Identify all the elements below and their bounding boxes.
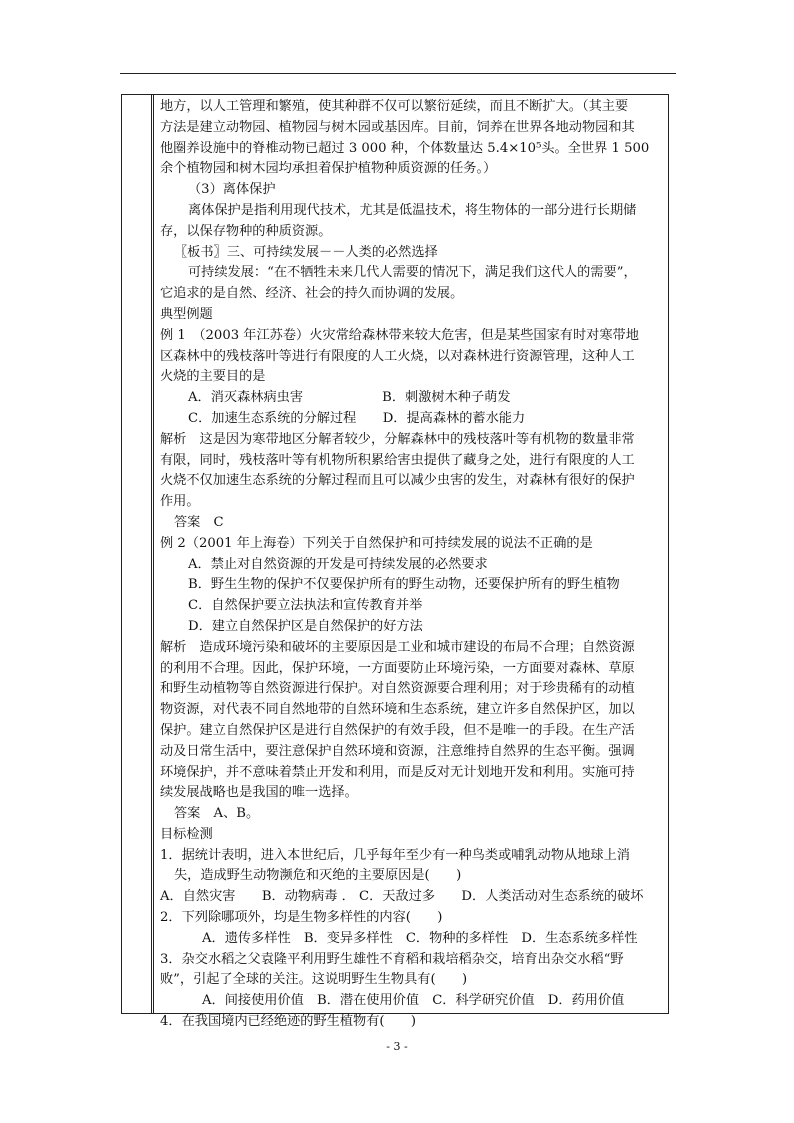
text-line: 地方，以人工管理和繁殖，使其种群不仅可以繁衍延续，而且不断扩大。（其主要 (160, 99, 629, 114)
text-line: 火烧的主要目的是 (160, 369, 266, 385)
text-line: 解析 这是因为寒带地区分解者较少，分解森林中的残枝落叶等有机物的数量非常 (160, 431, 635, 447)
text-line: 方法是建立动物园、植物园与树木园或基因库。目前，饲养在世界各地动物园和其 (160, 119, 635, 135)
text-line: D．建立自然保护区是自然保护的好方法 (188, 618, 423, 634)
text-line: A．消灭森林病虫害 B．刺激树木种子萌发 (188, 390, 511, 406)
text-line: 区森林中的残枝落叶等进行有限度的人工火烧，以对森林进行资源管理，这种人工 (160, 348, 635, 364)
text-line: A．遗传多样性 B．变异多样性 C．物种的多样性 D．生态系统多样性 (202, 930, 638, 946)
text-line: 〖板书〗三、可持续发展－－人类的必然选择 (174, 244, 438, 260)
text-line: 败”，引起了全球的关注。这说明野生生物具有( ) (160, 972, 468, 988)
text-line: A．禁止对自然资源的开发是可持续发展的必然要求 (188, 556, 488, 572)
text-line: 4．在我国境内已经绝迹的野生植物有( ) (160, 1014, 417, 1030)
text-line: 存，以保存物种的种质资源。 (160, 223, 332, 239)
text-line: 1．据统计表明，进入本世纪后，几乎每年至少有一种鸟类或哺乳动物从地球上消 (160, 847, 630, 863)
text-line: B．野生生物的保护不仅要保护所有的野生动物，还要保护所有的野生植物 (188, 577, 620, 593)
text-line: 典型例题 (160, 306, 213, 322)
text-line: 环境保护，并不意味着禁止开发和利用，而是反对无计划地开发和利用。实施可持 (160, 764, 635, 780)
table-column-divider (153, 95, 154, 1013)
text-line: 余个植物园和树木园均承担着保护植物种质资源的任务。） (160, 161, 497, 177)
text-line: 3．杂交水稻之父袁隆平利用野生雄性不育稻和栽培稻杂交，培育出杂交水稻“野 (160, 951, 624, 967)
text-line: 续发展战略也是我国的唯一选择。 (160, 785, 358, 801)
text-line: C．自然保护要立法执法和宣传教育并举 (188, 598, 423, 614)
text-line: 离体保护是指利用现代技术，尤其是低温技术，将生物体的一部分进行长期储 (188, 202, 637, 218)
text-line: 例 1 （2003 年江苏卷）火灾常给森林带来较大危害，但是某些国家有时对寒带地 (160, 327, 639, 343)
text-line: 答案 C (174, 514, 224, 530)
text-line: 作用。 (160, 494, 200, 510)
text-line: 目标检测 (160, 826, 213, 842)
text-line: 和野生动植物等自然资源进行保护。对自然资源要合理利用；对于珍贵稀有的动植 (160, 681, 635, 697)
text-line: 的利用不合理。因此，保护环境，一方面要防止环境污染，一方面要对森林、草原 (160, 660, 635, 676)
text-line: 2．下列除哪项外，均是生物多样性的内容( ) (160, 910, 443, 926)
text-line: 例 2（2001 年上海卷）下列关于自然保护和可持续发展的说法不正确的是 (160, 535, 593, 551)
text-line: 他圈养设施中的脊椎动物已超过 3 000 种，个体数量达 5.4×10⁵头。全世界 1 500 (160, 140, 650, 156)
text-line: 解析 造成环境污染和破坏的主要原因是工业和城市建设的布局不合理；自然资源 (160, 639, 635, 655)
text-line: A．间接使用价值 B．潜在使用价值 C．科学研究价值 D．药用价值 (202, 993, 625, 1009)
text-line: 可持续发展：“在不牺牲未来几代人需要的情况下，满足我们这代人的需要”， (188, 265, 637, 281)
text-line: （3）离体保护 (188, 182, 276, 198)
text-line: 失，造成野生动物濒危和灭绝的主要原因是( ) (174, 868, 462, 884)
text-line: 它追求的是自然、经济、社会的持久而协调的发展。 (160, 286, 464, 302)
text-line: 火烧不仅加速生态系统的分解过程而且可以减少虫害的发生，对森林有很好的保护 (160, 473, 635, 489)
text-line: 有限，同时，残枝落叶等有机物所积累给害虫提供了藏身之处，进行有限度的人工 (160, 452, 635, 468)
lesson-content (160, 97, 666, 1033)
text-line: A．自然灾害 B．动物病毒 ． C．天敌过多 D．人类活动对生态系统的破坏 (160, 889, 644, 905)
table-left-column (122, 95, 152, 1013)
text-line: 动及日常生活中，要注意保护自然环境和资源，注意维持自然界的生态平衡。强调 (160, 743, 635, 759)
text-line: 答案 A、B。 (174, 806, 260, 822)
text-line: 物资源，对代表不同自然地带的自然环境和生态系统，建立许多自然保护区，加以 (160, 702, 635, 718)
header-rule (120, 73, 676, 74)
page-number: - 3 - (386, 1040, 408, 1053)
text-line: C．加速生态系统的分解过程 D．提高森林的蓄水能力 (188, 410, 526, 426)
text-line: 保护。建立自然保护区是进行自然保护的有效手段，但不是唯一的手段。在生产活 (160, 722, 635, 738)
